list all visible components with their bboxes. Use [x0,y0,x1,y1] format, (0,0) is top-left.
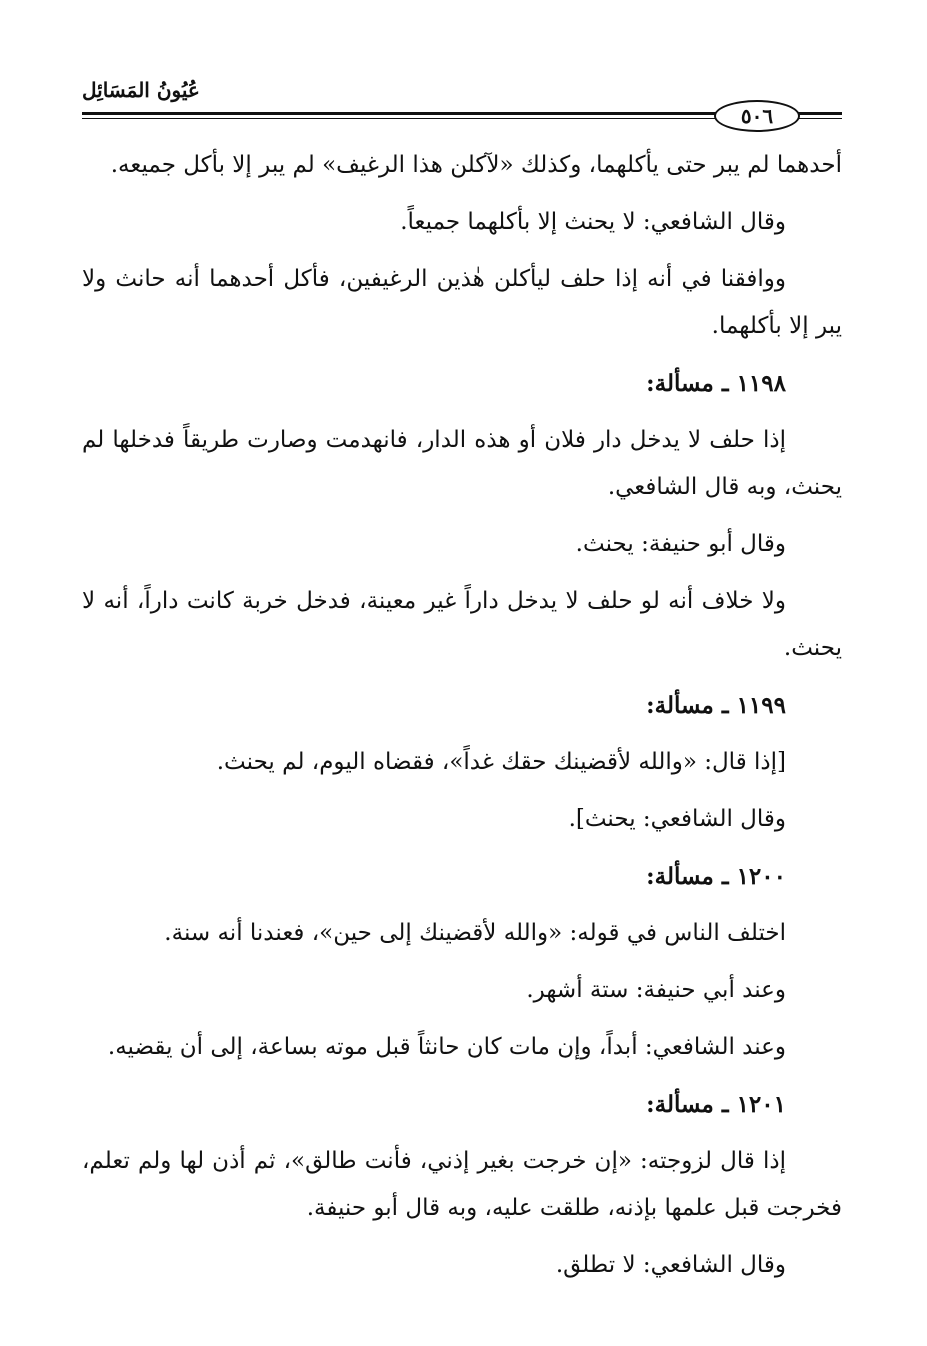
paragraph: إذا حلف لا يدخل دار فلان أو هذه الدار، فانهدمت وصارت طريقاً فدخلها لم يحنث، وبه قال الشافعي. [82,427,842,500]
issue-heading: ١١٩٨ ـ مسألة: [646,370,786,397]
running-title: عُيُونُ المَسَائِل [82,78,200,102]
header-rule-right-thick [796,112,842,115]
header-rule-right-thin [796,118,842,119]
issue-heading: ١٢٠٠ ـ مسألة: [646,863,786,890]
header-rule-thick [82,112,778,115]
page-header [82,78,842,128]
paragraph: وقال الشافعي: لا تطلق. [555,1252,786,1278]
paragraph: اختلف الناس في قوله: «والله لأقضينك إلى حين»، فعندنا أنه سنة. [164,920,786,946]
header-rule-thin [82,118,778,119]
paragraph: وقال أبو حنيفة: يحنث. [575,531,786,557]
paragraph: وعند الشافعي: أبداً، وإن مات كان حانثاً قبل موته بساعة، إلى أن يقضيه. [107,1034,786,1060]
paragraph: أحدهما لم يبر حتى يأكلهما، وكذلك «لآكلن هذا الرغيف» لم يبر إلا بأكل جميعه. [110,152,842,178]
paragraph: وقال الشافعي: يحنث]. [568,806,786,832]
paragraph: ووافقنا في أنه إذا حلف ليأكلن هٰذين الرغيفين، فأكل أحدهما أنه حانث ولا يبر إلا بأكلهما. [82,266,842,339]
paragraph: [إذا قال: «والله لأقضينك حقك غداً»، فقضاه اليوم، لم يحنث. [216,749,786,775]
page-body [82,142,842,1299]
paragraph: ولا خلاف أنه لو حلف لا يدخل داراً غير معينة، فدخل خربة كانت داراً، أنه لا يحنث. [82,588,842,661]
paragraph: إذا قال لزوجته: «إن خرجت بغير إذني، فأنت طالق»، ثم أذن لها ولم تعلم، فخرجت قبل علمها بإذنه، طلقت عليه، وبه قال أبو حنيفة. [82,1148,842,1221]
page-number: ٥٠٦ [714,100,800,132]
paragraph: وقال الشافعي: لا يحنث إلا بأكلهما جميعاً. [400,209,786,235]
paragraph: وعند أبي حنيفة: ستة أشهر. [526,977,786,1003]
issue-heading: ١٢٠١ ـ مسألة: [646,1091,786,1118]
issue-heading: ١١٩٩ ـ مسألة: [646,692,786,719]
